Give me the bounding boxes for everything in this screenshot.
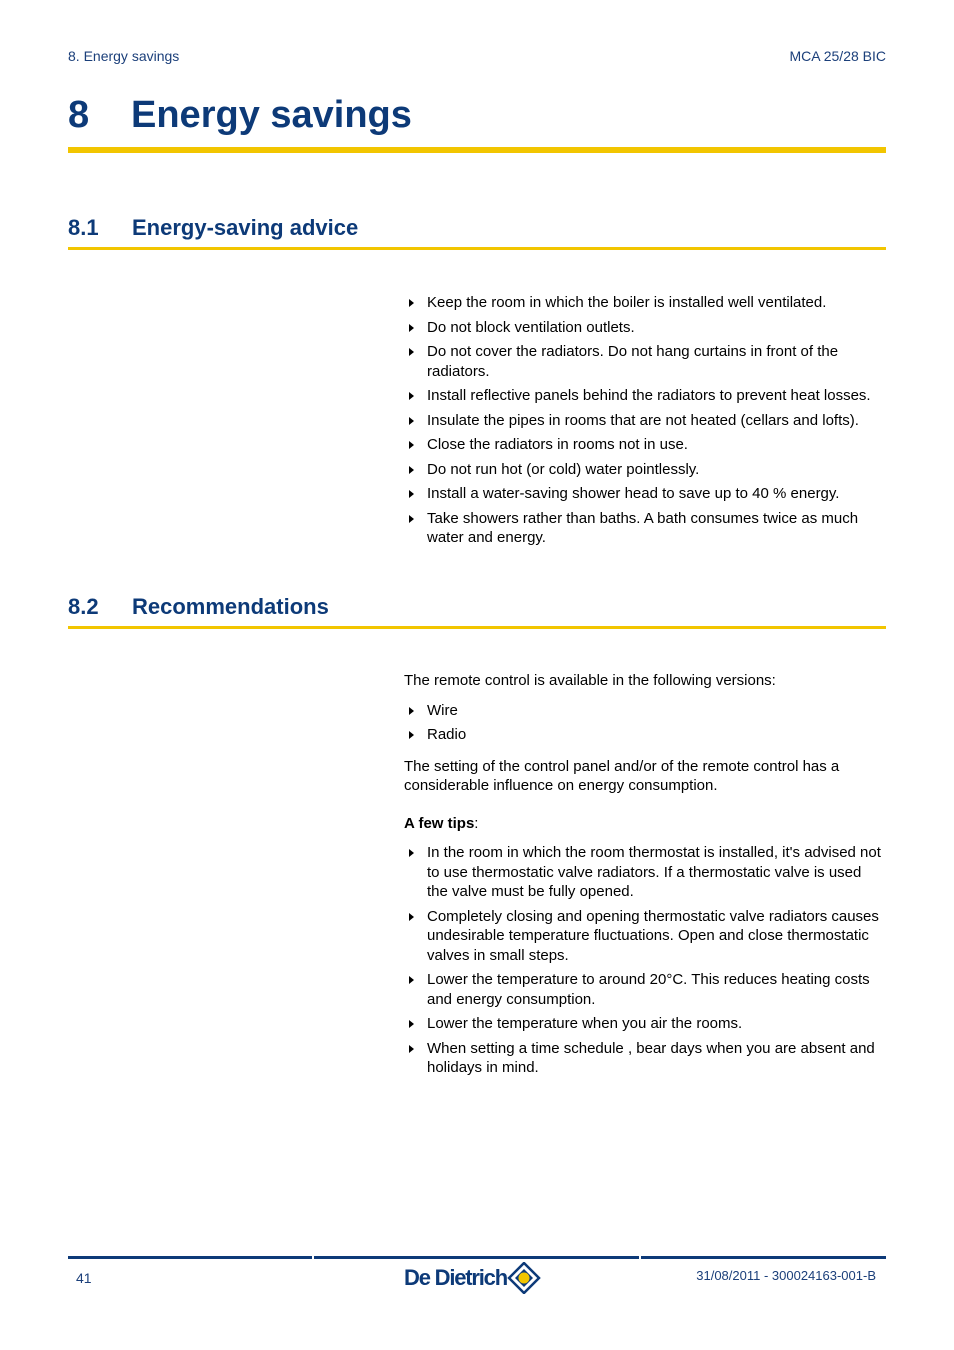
chapter-title — [68, 92, 886, 138]
remote-control-intro: The remote control is available in the following versions: — [404, 672, 776, 689]
energy-advice-list — [404, 293, 886, 548]
bullet-arrow-icon — [409, 392, 414, 400]
document-reference: 31/08/2011 - 300024163-001-B — [696, 1268, 876, 1283]
bullet-arrow-icon — [409, 348, 414, 356]
section-heading-8-2 — [68, 593, 886, 621]
chapter-rule — [68, 147, 886, 153]
bullet-arrow-icon — [409, 515, 414, 523]
de-dietrich-logo — [404, 1262, 541, 1294]
tips-list — [404, 843, 886, 1078]
logo-diamond-icon — [507, 1262, 541, 1294]
list-item: Lower the temperature when you air the rooms. — [404, 1014, 886, 1034]
tips-heading: A few tips: — [404, 814, 479, 832]
logo-text: De Dietrich — [404, 1265, 507, 1290]
list-item: Keep the room in which the boiler is installed well ventilated. — [404, 293, 886, 313]
list-item: Insulate the pipes in rooms that are not heated (cellars and lofts). — [404, 411, 886, 431]
footer-rule — [68, 1256, 886, 1259]
section-title: Recommendations — [132, 594, 329, 619]
list-item: Take showers rather than baths. A bath consumes twice as much water and energy. — [404, 509, 886, 548]
bullet-arrow-icon — [409, 466, 414, 474]
running-header-right: MCA 25/28 BIC — [789, 48, 886, 64]
bullet-arrow-icon — [409, 417, 414, 425]
list-item: Lower the temperature to around 20°C. This reduces heating costs and energy consumption. — [404, 970, 886, 1009]
energy-advice-column — [404, 293, 886, 553]
list-item: In the room in which the room thermostat is installed, it's advised not to use thermostatic valve radiators. If a thermostatic valve is used the valve must be fully opened. — [404, 843, 886, 902]
remote-control-versions — [404, 701, 886, 745]
list-item: Do not cover the radiators. Do not hang curtains in front of the radiators. — [404, 342, 886, 381]
bullet-arrow-icon — [409, 299, 414, 307]
bullet-arrow-icon — [409, 707, 414, 715]
settings-paragraph: The setting of the control panel and/or of the remote control has a considerable influence on energy consumption. — [404, 757, 840, 794]
bullet-arrow-icon — [409, 913, 414, 921]
section-rule — [68, 247, 886, 250]
section-title: Energy-saving advice — [132, 215, 359, 240]
bullet-arrow-icon — [409, 441, 414, 449]
section-rule — [68, 626, 886, 629]
list-item: Do not block ventilation outlets. — [404, 318, 886, 338]
list-item: Install a water-saving shower head to save up to 40 % energy. — [404, 484, 886, 504]
section-number: 8.2 — [68, 594, 99, 619]
recommendations-column — [404, 671, 886, 1083]
page-number: 41 — [76, 1270, 92, 1286]
list-item: Completely closing and opening thermostatic valve radiators causes undesirable temperature fluctuations. Open and close thermostatic valves in small steps. — [404, 907, 886, 966]
bullet-arrow-icon — [409, 490, 414, 498]
section-number: 8.1 — [68, 215, 99, 240]
list-item: Close the radiators in rooms not in use. — [404, 435, 886, 455]
chapter-number: 8 — [68, 94, 90, 136]
list-item: When setting a time schedule , bear days when you are absent and holidays in mind. — [404, 1039, 886, 1078]
bullet-arrow-icon — [409, 324, 414, 332]
bullet-arrow-icon — [409, 731, 414, 739]
bullet-arrow-icon — [409, 1045, 414, 1053]
list-item: Install reflective panels behind the radiators to prevent heat losses. — [404, 386, 886, 406]
list-item: Do not run hot (or cold) water pointlessly. — [404, 460, 886, 480]
list-item: Wire — [404, 701, 886, 721]
section-heading-8-1 — [68, 214, 886, 242]
list-item: Radio — [404, 725, 886, 745]
bullet-arrow-icon — [409, 849, 414, 857]
tips-label: A few tips — [404, 814, 475, 832]
bullet-arrow-icon — [409, 976, 414, 984]
bullet-arrow-icon — [409, 1020, 414, 1028]
running-header-left: 8. Energy savings — [68, 48, 180, 64]
chapter-title-text: Energy savings — [131, 94, 412, 136]
